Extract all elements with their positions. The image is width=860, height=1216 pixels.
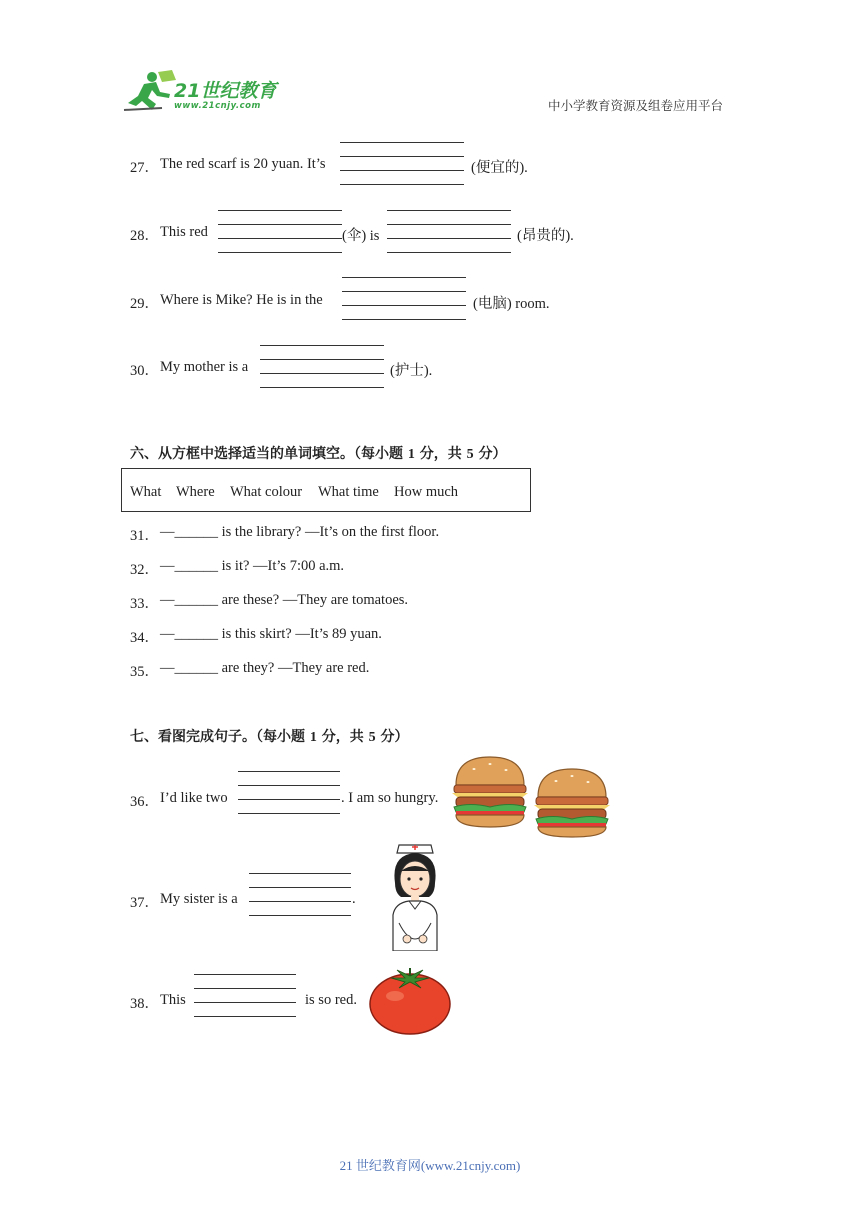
runner-logo-icon (122, 70, 178, 112)
word-option: What time (318, 484, 379, 500)
answer-blank[interactable] (249, 873, 351, 915)
answer-blank[interactable] (194, 974, 296, 1016)
question-number: 27． (130, 160, 159, 176)
question-hint: (便宜的). (471, 160, 528, 176)
platform-text: 中小学教育资源及组卷应用平台 (548, 98, 724, 113)
question-text[interactable]: —______ is it? —It’s 7:00 a.m. (160, 558, 345, 574)
question-text[interactable]: —______ is this skirt? —It’s 89 yuan. (160, 626, 382, 642)
question-text[interactable]: —______ is the library? —It’s on the first floor. (160, 524, 440, 540)
answer-blank[interactable] (238, 771, 340, 813)
word-bank-box (121, 468, 531, 512)
word-option: What (130, 484, 162, 500)
question-number: 34． (130, 630, 159, 646)
answer-blank[interactable] (260, 345, 384, 387)
question-text-after: . (352, 891, 356, 907)
question-text[interactable]: —______ are these? —They are tomatoes. (160, 592, 409, 608)
question-number: 28． (130, 228, 159, 244)
footer-text: 21 世纪教育网(www.21cnjy.com) (339, 1158, 521, 1173)
hamburgers-picture-icon (450, 755, 615, 840)
question-text-before: The red scarf is 20 yuan. It’s (160, 156, 326, 172)
answer-blank[interactable] (218, 210, 342, 252)
question-text-before: My mother is a (160, 359, 249, 375)
question-text[interactable]: —______ are they? —They are red. (160, 660, 370, 676)
question-number: 37． (130, 895, 159, 911)
question-text-after: . I am so hungry. (341, 790, 439, 806)
answer-blank[interactable] (342, 277, 466, 319)
question-text-before: Where is Mike? He is in the (160, 292, 323, 308)
answer-blank[interactable] (387, 210, 511, 252)
question-text-before: I’d like two (160, 790, 228, 806)
section-six-heading: 六、从方框中选择适当的单词填空。（每小题 1 分，共 5 分） (130, 446, 507, 462)
section-seven-heading: 七、看图完成句子。（每小题 1 分，共 5 分） (130, 729, 409, 745)
question-hint: (昂贵的). (517, 228, 574, 244)
word-option: How much (394, 484, 459, 500)
question-text-after: is so red. (305, 992, 357, 1008)
logo-url: www.21cnjy.com (174, 101, 261, 111)
question-number: 32． (130, 562, 159, 578)
question-hint: (电脑) room. (473, 296, 550, 312)
question-hint: (护士). (390, 363, 433, 379)
question-number: 33． (130, 596, 159, 612)
question-number: 36． (130, 794, 159, 810)
question-number: 30． (130, 363, 159, 379)
question-text-before: This red (160, 224, 208, 240)
question-number: 31． (130, 528, 159, 544)
logo-text: 21世纪教育 (174, 80, 277, 102)
question-number: 35． (130, 664, 159, 680)
word-option: What colour (230, 484, 303, 500)
question-number: 29． (130, 296, 159, 312)
answer-blank[interactable] (340, 142, 464, 184)
nurse-picture-icon (385, 843, 445, 951)
question-number: 38． (130, 996, 159, 1012)
header-logo (122, 70, 292, 115)
question-text-before: This (160, 992, 186, 1008)
word-option: Where (176, 484, 215, 500)
question-hint: (伞) is (342, 228, 380, 244)
tomato-picture-icon (367, 964, 453, 1036)
question-text-before: My sister is a (160, 891, 238, 907)
